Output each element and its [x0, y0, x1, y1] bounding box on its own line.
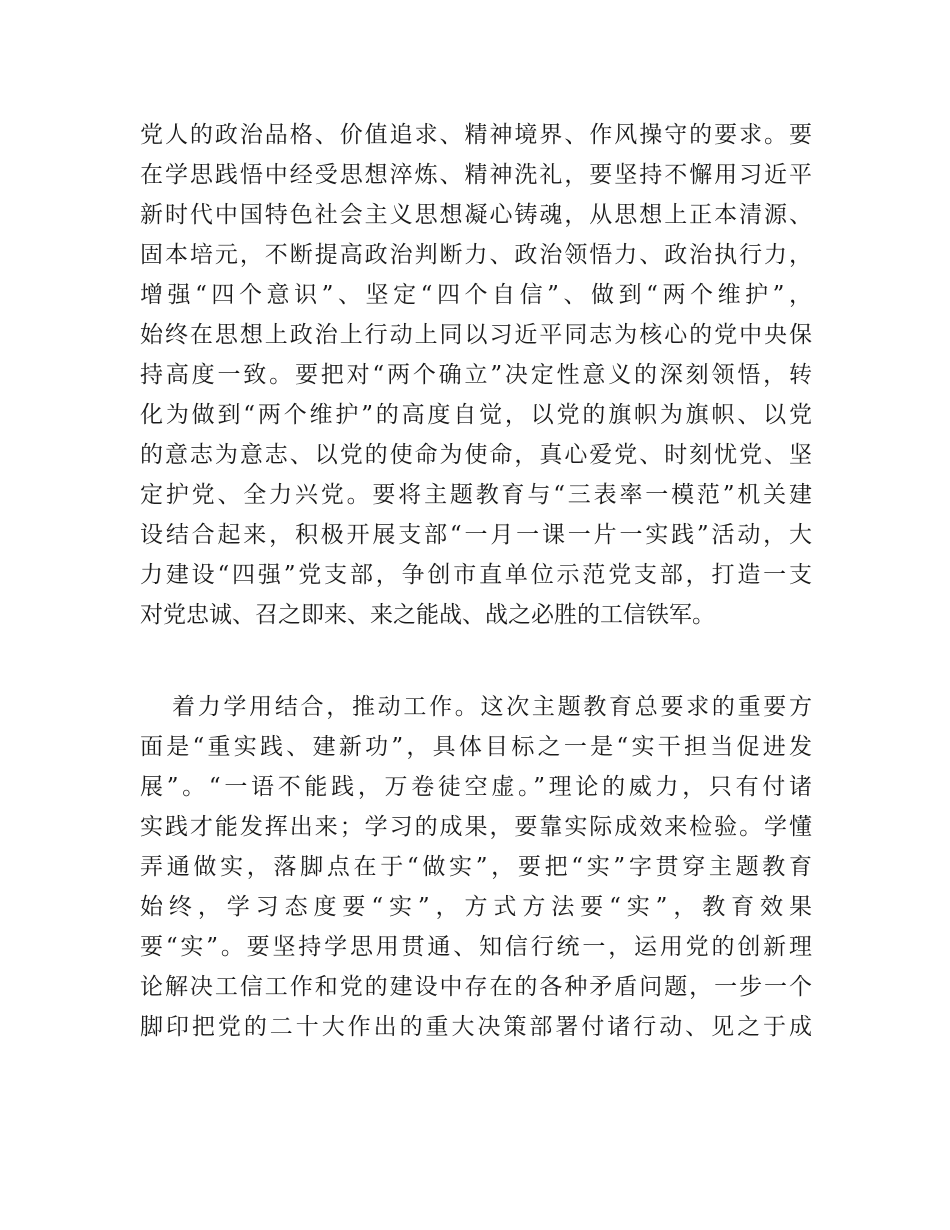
text-line: 持高度一致。要把对“两个确立”决定性意义的深刻领悟，转 — [140, 362, 812, 388]
text-line: 的意志为意志、以党的使命为使命，真心爱党、时刻忧党、坚 — [140, 442, 812, 468]
paragraph-1 — [140, 115, 812, 635]
text-line: 实践才能发挥出来；学习的成果，要靠实际成效来检验。学懂 — [140, 814, 812, 840]
text-line: 新时代中国特色社会主义思想凝心铸魂，从思想上正本清源、 — [140, 202, 812, 228]
text-line: 定护党、全力兴党。要将主题教育与“三表率一模范”机关建 — [140, 482, 812, 508]
text-line: 要“实”。要坚持学思用贯通、知信行统一，运用党的创新理 — [140, 934, 812, 960]
text-line: 对党忠诚、召之即来、来之能战、战之必胜的工信铁军。 — [140, 602, 715, 628]
text-line: 党人的政治品格、价值追求、精神境界、作风操守的要求。要 — [140, 122, 812, 148]
text-line: 始终，学习态度要“实”，方式方法要“实”，教育效果 — [140, 894, 812, 920]
text-line: 在学思践悟中经受思想淬炼、精神洗礼，要坚持不懈用习近平 — [140, 162, 812, 188]
paragraph-2 — [140, 687, 812, 1047]
text-line: 脚印把党的二十大作出的重大决策部署付诸行动、见之于成 — [140, 1014, 812, 1040]
text-line: 固本培元，不断提高政治判断力、政治领悟力、政治执行力， — [140, 242, 812, 268]
text-line: 展”。“一语不能践，万卷徒空虚。”理论的威力，只有付诸 — [140, 774, 812, 800]
text-line: 论解决工信工作和党的建设中存在的各种矛盾问题，一步一个 — [140, 974, 812, 1000]
text-line: 着力学用结合，推动工作。这次主题教育总要求的重要方 — [172, 694, 812, 720]
text-line: 化为做到“两个维护”的高度自觉，以党的旗帜为旗帜、以党 — [140, 402, 812, 428]
text-line: 设结合起来，积极开展支部“一月一课一片一实践”活动，大 — [140, 522, 812, 548]
text-line: 力建设“四强”党支部，争创市直单位示范党支部，打造一支 — [140, 562, 812, 588]
text-line: 弄通做实，落脚点在于“做实”，要把“实”字贯穿主题教育 — [140, 854, 812, 880]
text-line: 始终在思想上政治上行动上同以习近平同志为核心的党中央保 — [140, 322, 812, 348]
text-line: 增强“四个意识”、坚定“四个自信”、做到“两个维护”， — [140, 282, 812, 308]
text-line: 面是“重实践、建新功”，具体目标之一是“实干担当促进发 — [140, 734, 812, 760]
